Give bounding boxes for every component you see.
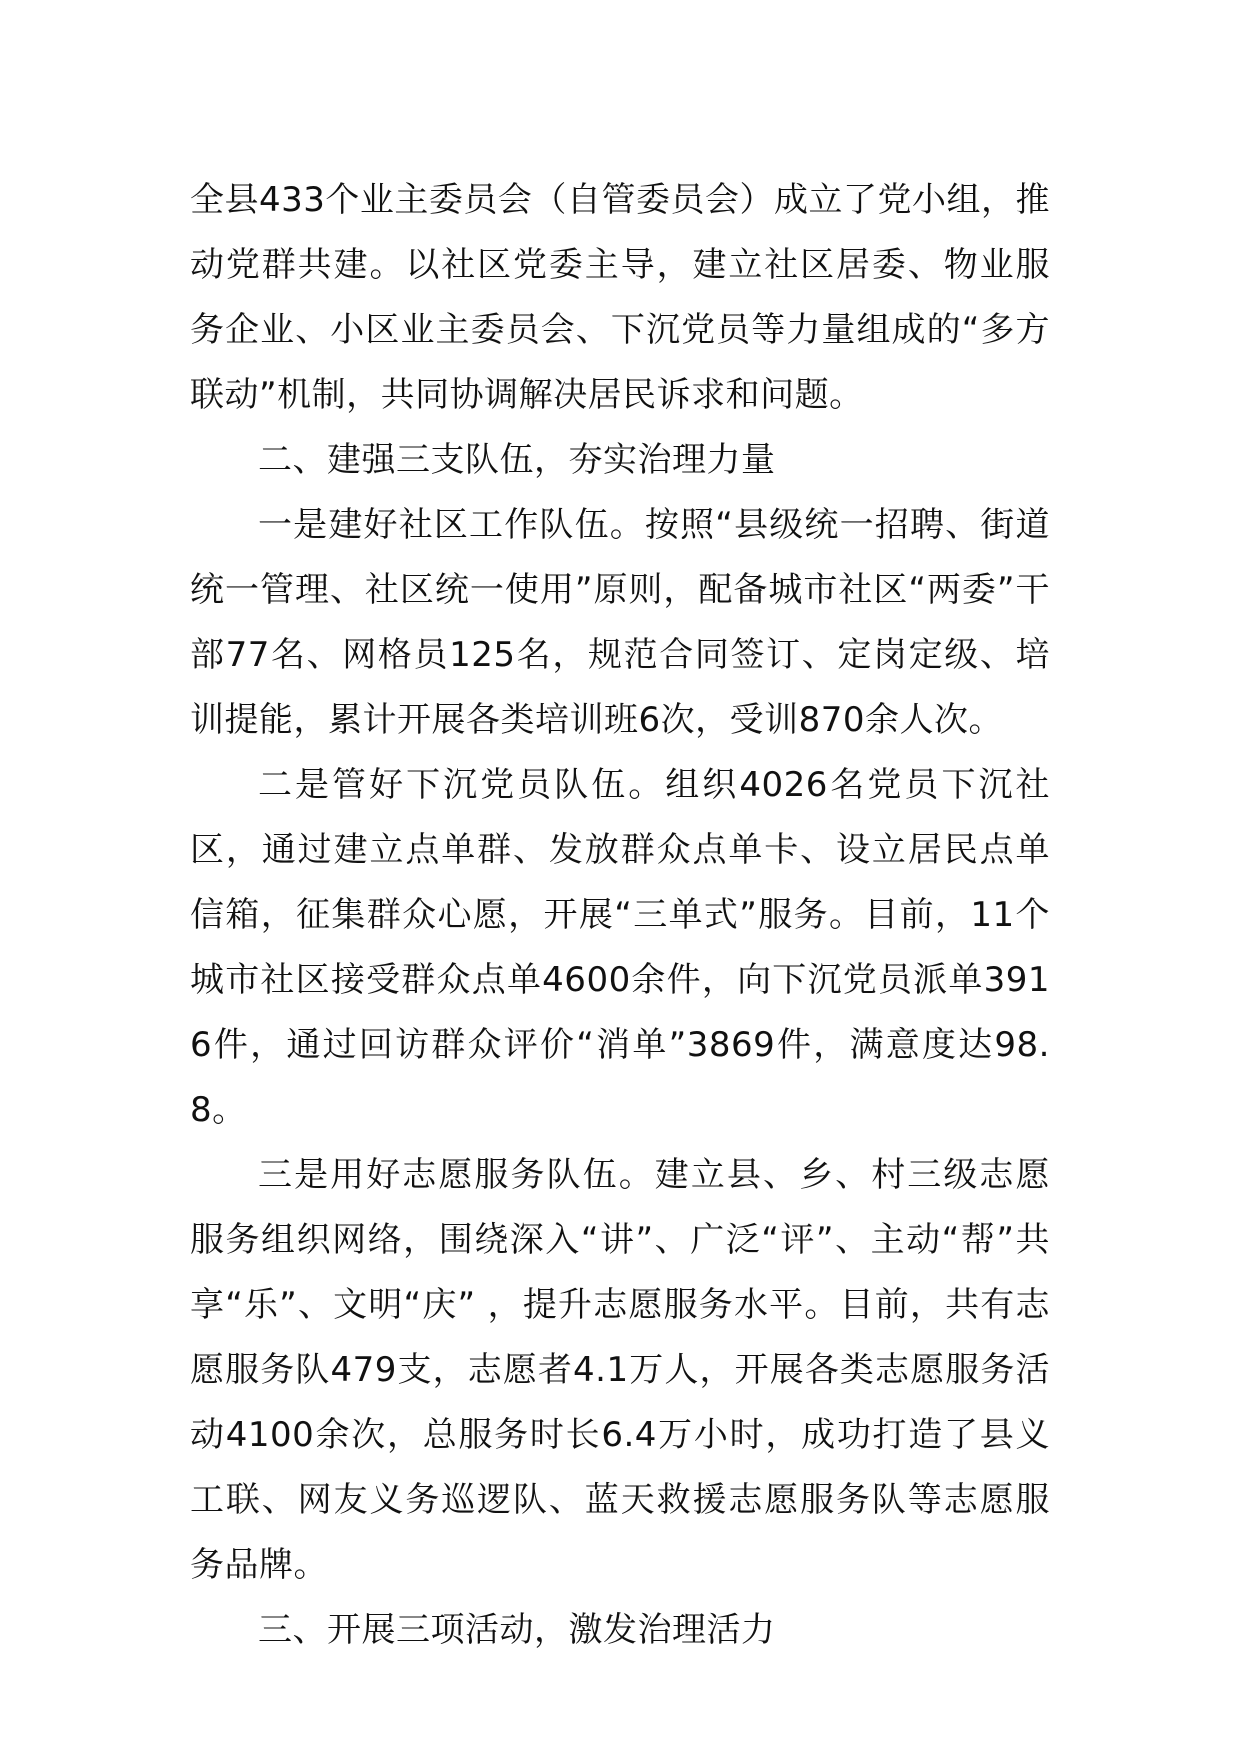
paragraph-party-members: 二是管好下沉党员队伍。组织4026名党员下沉社区，通过建立点单群、发放群众点单卡、设立居民点单信箱，征集群众心愿，开展“三单式”服务。目前，11个城市社区接受群众点单4600余件，向下沉党员派单3916件，通过回访群众评价“消单”3869件，满意度达98.8。 xyxy=(190,765,1050,1130)
paragraph-volunteers: 三是用好志愿服务队伍。建立县、乡、村三级志愿服务组织网络，围绕深入“讲”、广泛“评”、主动“帮”共享“乐”、文明“庆” ，提升志愿服务水平。目前，共有志愿服务队479支，志愿者4.1万人，开展各类志愿服务活动4100余次，总服务时长6.4万小时，成功打造了县义工联、网友义务巡逻队、蓝天救援志愿服务队等志愿服务品牌。 xyxy=(190,1155,1050,1585)
document-page xyxy=(190,168,1050,1663)
section-heading-two: 二、建强三支队伍，夯实治理力量 xyxy=(258,440,776,480)
paragraph-community-team: 一是建好社区工作队伍。按照“县级统一招聘、街道统一管理、社区统一使用”原则，配备城市社区“两委”干部77名、网格员125名，规范合同签订、定岗定级、培训提能，累计开展各类培训班6次，受训870余人次。 xyxy=(190,505,1050,740)
paragraph-continuation: 全县433个业主委员会（自管委员会）成立了党小组，推动党群共建。以社区党委主导，建立社区居委、物业服务企业、小区业主委员会、下沉党员等力量组成的“多方联动”机制，共同协调解决居民诉求和问题。 xyxy=(190,180,1050,415)
section-heading-three: 三、开展三项活动，激发治理活力 xyxy=(258,1610,776,1650)
